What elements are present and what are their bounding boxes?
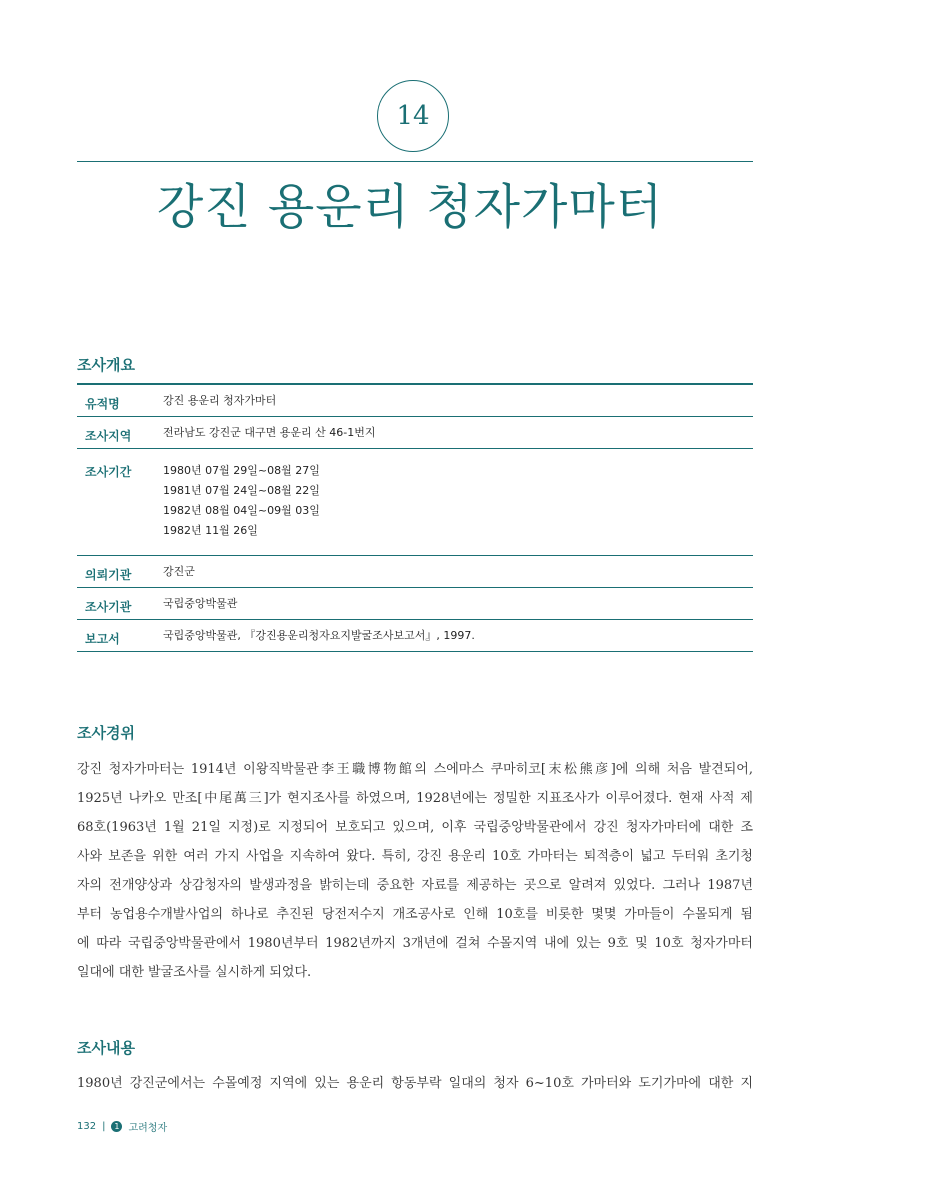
page-footer	[77, 1119, 167, 1134]
background-heading: 조사경위	[77, 724, 135, 742]
table-row	[77, 417, 753, 449]
row-label: 유적명	[85, 397, 120, 411]
row-value: 강진 용운리 청자가마터	[163, 394, 277, 407]
title-divider	[77, 161, 753, 162]
row-label: 의뢰기관	[85, 568, 132, 582]
content-paragraph: 1980년 강진군에서는 수몰예정 지역에 있는 용운리 항동부락 일대의 청자 6~10호 가마터와 도기가마에 대한 지	[77, 1076, 753, 1091]
row-value: 국립중앙박물관, 『강진용운리청자요지발굴조사보고서』, 1997.	[163, 629, 475, 642]
row-value: 강진군	[163, 565, 195, 578]
page-title: 강진 용운리 청자가마터	[156, 179, 664, 235]
overview-heading: 조사개요	[77, 356, 135, 374]
footer-separator: |	[102, 1121, 106, 1132]
row-label: 조사지역	[85, 429, 132, 443]
row-value: 국립중앙박물관	[163, 597, 238, 610]
overview-table	[77, 383, 753, 652]
row-label: 조사기관	[85, 600, 132, 614]
table-row	[77, 620, 753, 652]
row-label: 보고서	[85, 632, 120, 646]
table-row	[77, 588, 753, 620]
chapter-number: 14	[396, 101, 430, 131]
section-number-icon: 1	[111, 1121, 122, 1132]
row-value: 1980년 07월 29일~08월 27일 1981년 07월 24일~08월 22일 1982년 08월 04일~09월 03일 1982년 11월 26일	[163, 464, 320, 537]
footer-section-title: 고려청자	[128, 1123, 168, 1134]
chapter-number-badge	[377, 80, 449, 152]
table-row	[77, 449, 753, 556]
background-paragraph: 강진 청자가마터는 1914년 이왕직박물관李王職博物館의 스에마스 쿠마히코[末松熊彦]에 의해 처음 발견되어, 1925년 나카오 만조[中尾萬三]가 현지조사를 하였으며, 1928년에는 정밀한 지표조사가 이루어졌다. 현재 사적 제 68호(1963년 1월 21일 지정)로 지정되어 보호되고 있으며, 이후 국립중앙박물관에서 강진 청자가마터에 대한 조 사와 보존을 위한 여러 가지 사업을 지속하여 왔다. 특히, 강진 용운리 10호 가마터는 퇴적층이 넓고 두터워 초기청 자의 전개양상과 상감청자의 발생과정을 밝히는데 중요한 자료를 제공하는 곳으로 알려져 있었다. 그러나 1987년 부터 농업용수개발사업의 하나로 추진된 당전저수지 개조공사로 인해 10호를 비롯한 몇몇 가마들이 수몰되게 됨 에 따라 국립중앙박물관에서 1980년부터 1982년까지 3개년에 걸쳐 수몰지역 내에 있는 9호 및 10호 청자가마터 일대에 대한 발굴조사를 실시하게 되었다.	[77, 762, 753, 980]
content-heading: 조사내용	[77, 1039, 135, 1057]
row-value: 전라남도 강진군 대구면 용운리 산 46-1번지	[163, 426, 376, 439]
row-label: 조사기간	[85, 465, 132, 479]
table-row	[77, 385, 753, 417]
page-number: 132	[77, 1121, 97, 1132]
table-row	[77, 556, 753, 588]
